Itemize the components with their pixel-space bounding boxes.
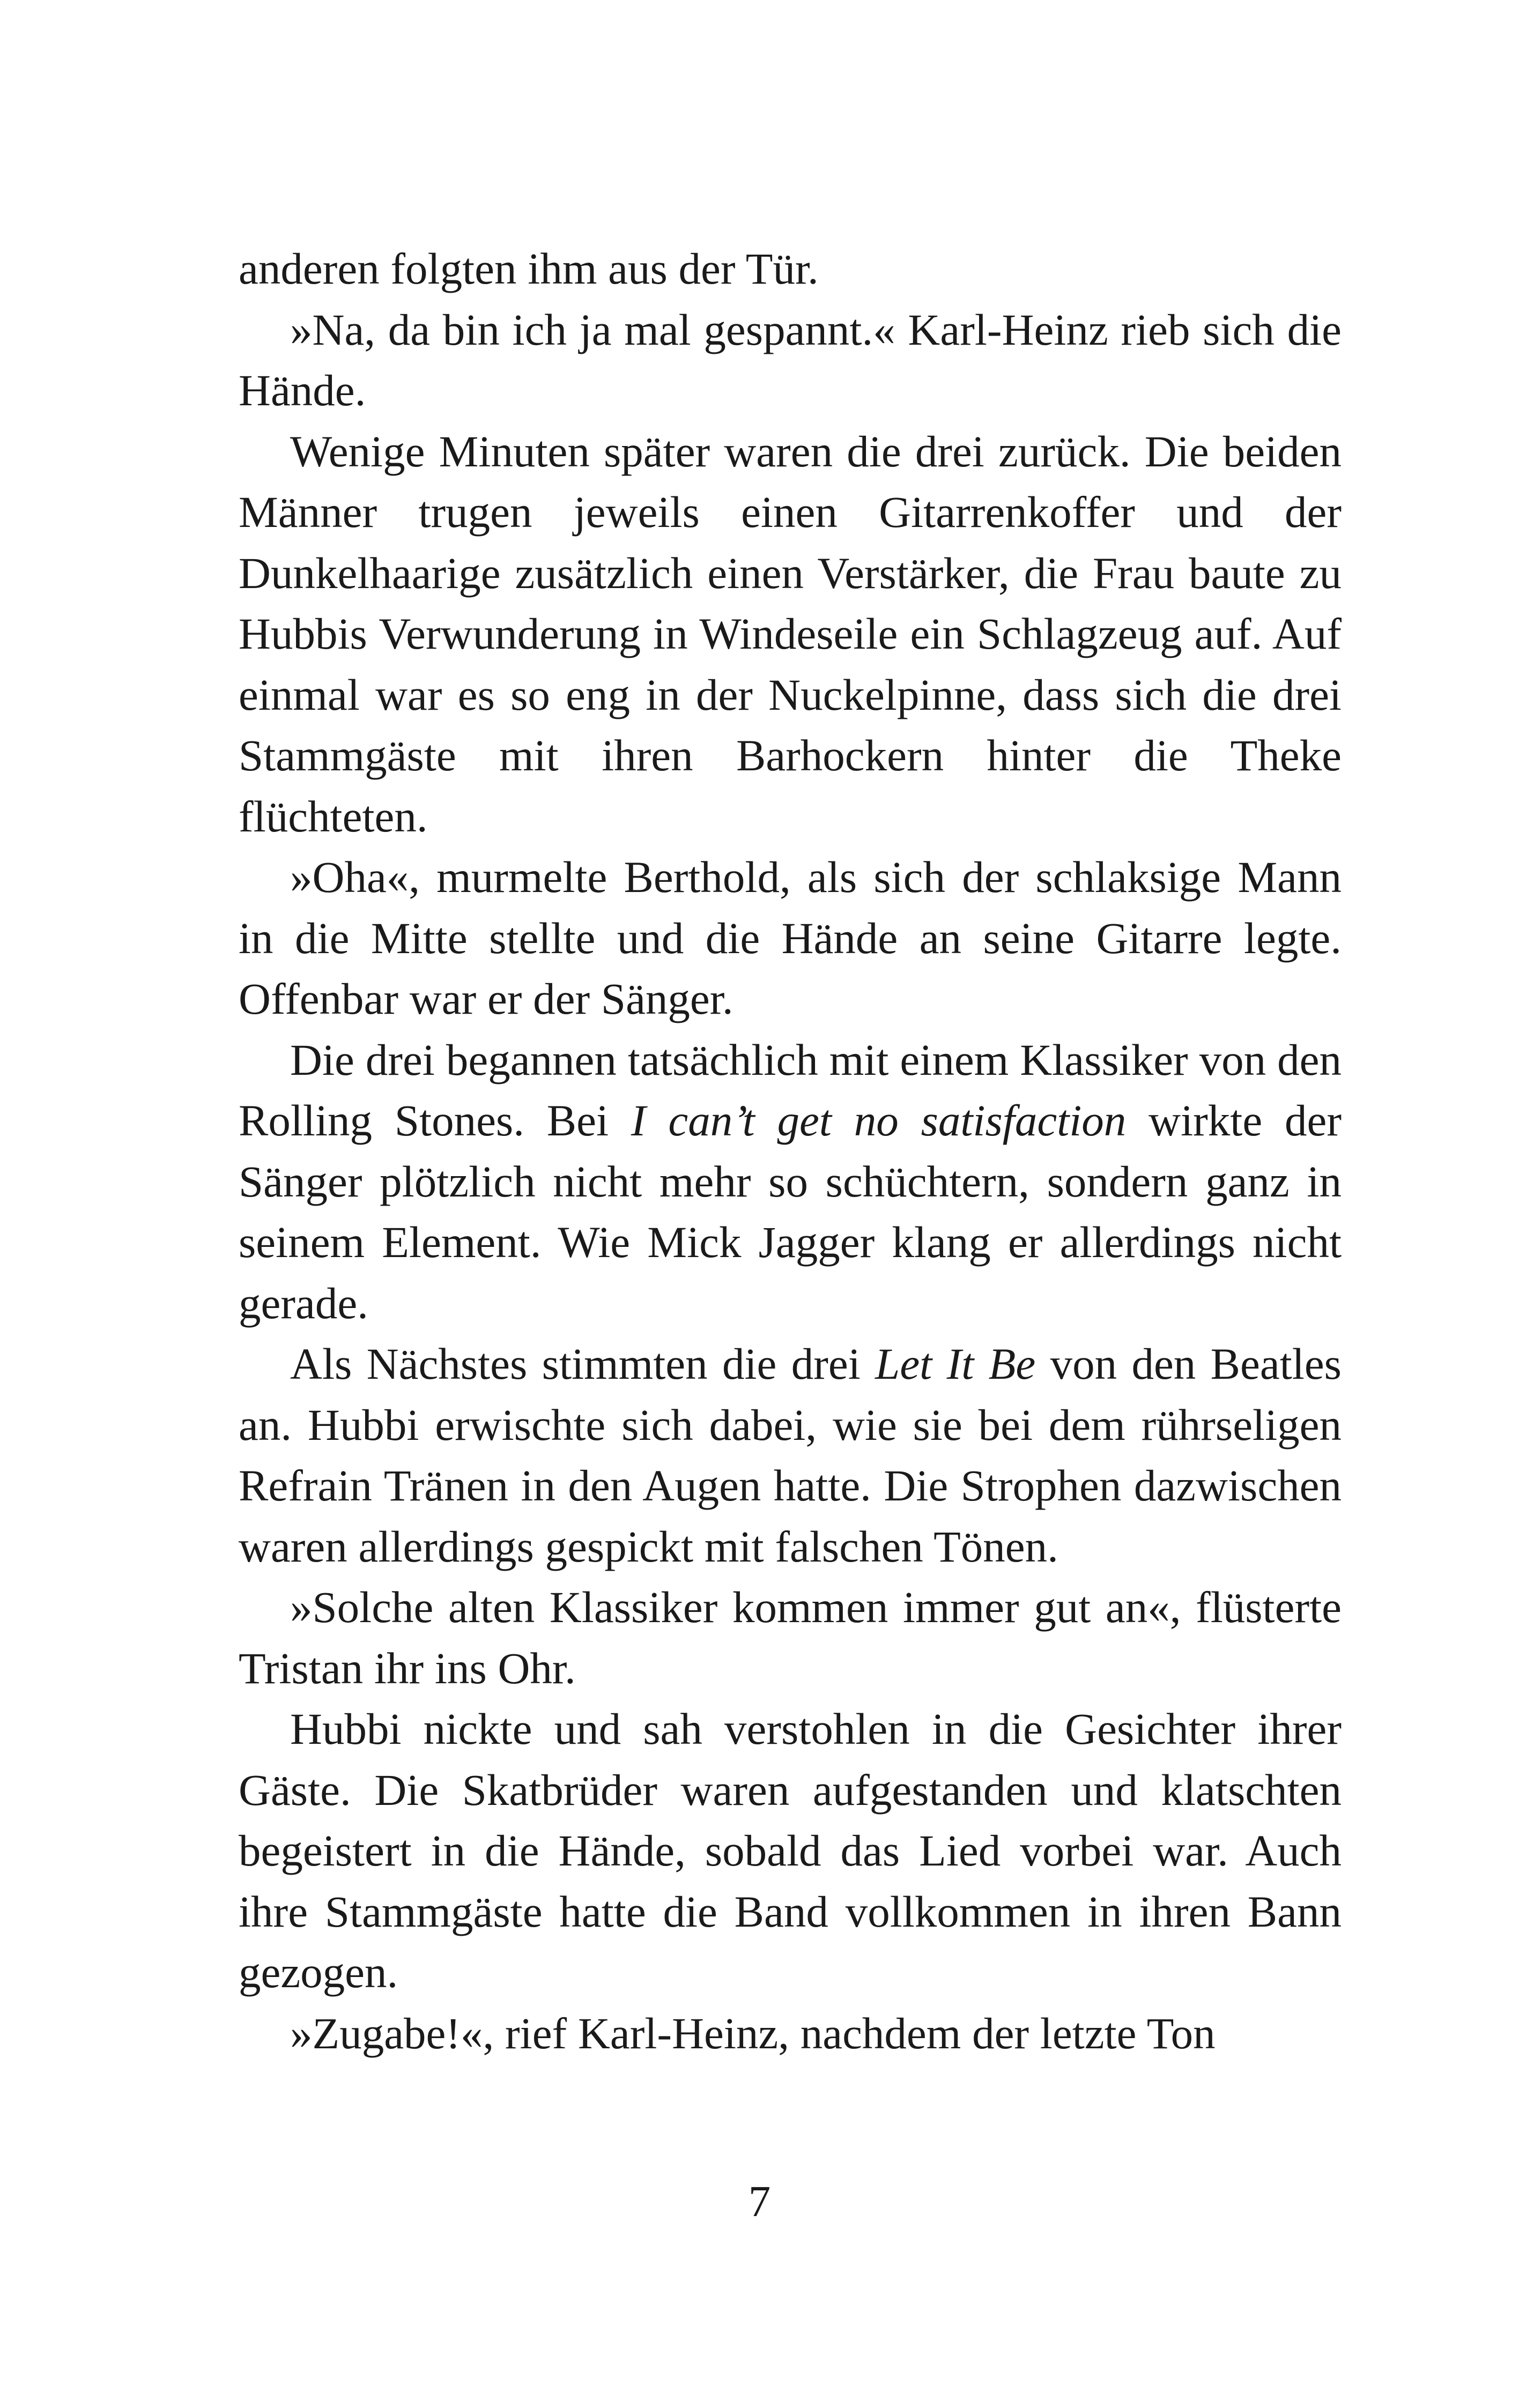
paragraph-with-song-title <box>239 1030 1342 1334</box>
page-number: 7 <box>748 2176 771 2226</box>
paragraph-text: wirkte der Sänger plötzlich nicht mehr so schüchtern, sondern ganz in seinem Element. Wie Mick Jagger klang er allerdings nicht gerade. <box>239 1096 1342 1328</box>
paragraph-with-song-title <box>239 1334 1342 1577</box>
paragraph-continuation: anderen folgten ihm aus der Tür. <box>239 244 819 293</box>
paragraph: Wenige Minuten später waren die drei zurück. Die beiden Männer trugen jeweils einen Gitarrenkoffer und der Dunkelhaarige zusätzlich einen Verstärker, die Frau baute zu Hubbis Verwunderung in Windeseile ein Schlagzeug auf. Auf einmal war es so eng in der Nuckelpinne, dass sich die drei Stammgäste mit ihren Barhockern hinter die Theke flüchteten. <box>239 426 1342 841</box>
song-title: Let It Be <box>875 1339 1036 1388</box>
paragraph: Hubbi nickte und sah verstohlen in die Gesichter ihrer Gäste. Die Skatbrüder waren aufgestanden und klatschten begeistert in die Hände, sobald das Lied vorbei war. Auch ihre Stammgäste hatte die Band vollkommen in ihren Bann gezogen. <box>239 1704 1342 1997</box>
book-page-body <box>239 239 1342 2064</box>
paragraph-text: Als Nächstes stimmten die drei <box>290 1339 876 1388</box>
song-title: I can’t get no satisfaction <box>631 1096 1127 1145</box>
paragraph: »Solche alten Klassiker kommen immer gut an«, flüsterte Tristan ihr ins Ohr. <box>239 1582 1342 1693</box>
paragraph: »Zugabe!«, rief Karl-Heinz, nachdem der letzte Ton <box>290 2008 1216 2058</box>
paragraph: »Oha«, murmelte Berthold, als sich der schlaksige Mann in die Mitte stellte und die Hände an seine Gitarre legte. Offenbar war er der Sänger. <box>239 852 1342 1023</box>
paragraph-text: Die drei begannen tatsächlich mit einem Klassiker von den Rolling Stones. Bei <box>239 1035 1342 1145</box>
paragraph: »Na, da bin ich ja mal gespannt.« Karl-Heinz rieb sich die Hände. <box>239 304 1342 415</box>
paragraph-text: von den Beatles an. Hubbi erwischte sich dabei, wie sie bei dem rührseligen Refrain Tränen in den Augen hatte. Die Strophen dazwischen waren allerdings gespickt mit falschen Tönen. <box>239 1339 1342 1571</box>
